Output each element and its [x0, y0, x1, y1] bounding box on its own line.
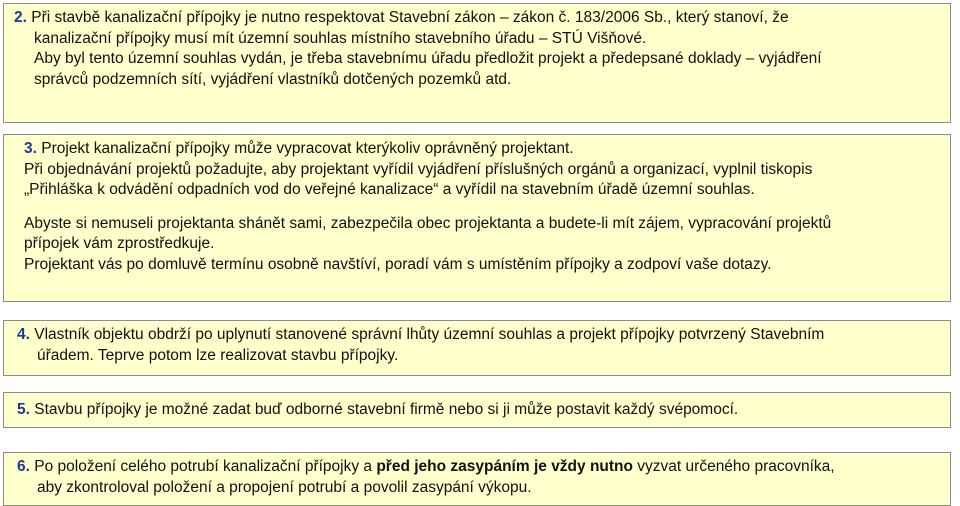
section-3-line-5: přípojek vám zprostředkuje. [24, 235, 215, 252]
section-2-line-4: správců podzemních sítí, vyjádření vlastníků dotčených pozemků atd. [34, 70, 512, 88]
section-3-box [3, 134, 951, 302]
section-6-number: 6. [17, 458, 30, 475]
section-6-box [3, 452, 951, 506]
section-6-line-2: aby zkontroloval položení a propojení potrubí a povolil zasypání výkopu. [37, 478, 532, 496]
section-4-number: 4. [17, 326, 30, 343]
section-2-line-2: kanalizační přípojky musí mít územní souhlas místního stavebního úřadu – STÚ Višňové. [34, 29, 647, 47]
section-3-line-3: „Přihláška k odvádění odpadních vod do veřejné kanalizace“ a vyřídil na stavebním úřadě územní souhlas. [24, 181, 755, 198]
section-5-box [3, 392, 951, 428]
section-2-box [3, 3, 951, 123]
section-5-number: 5. [17, 401, 30, 418]
section-6-emphasis: před jeho zasypáním je vždy nutno [376, 458, 633, 475]
section-3-line-4: Abyste si nemuseli projektanta shánět sami, zabezpečila obec projektanta a budete-li mít zájem, vypracování projektů [24, 214, 832, 232]
section-2-line-3: Aby byl tento územní souhlas vydán, je třeba stavebnímu úřadu předložit projekt a předepsané doklady – vyjádření [34, 50, 822, 67]
section-5-line-1: 5. Stavbu přípojky je možné zadat buď odborné stavební firmě nebo si ji může postavit každý svépomocí. [17, 401, 739, 418]
section-3-line-1: 3. Projekt kanalizační přípojky může vypracovat kterýkoliv oprávněný projektant. [24, 140, 574, 157]
section-3-line-6: Projektant vás po domluvě termínu osobně navštíví, poradí vám s umístěním přípojky a zodpoví vaše dotazy. [24, 255, 772, 273]
section-3-line-2: Při objednávání projektů požadujte, aby projektant vyřídil vyjádření příslušných orgánů a organizací, vyplnil tiskopis [24, 160, 813, 178]
section-4-line-2: úřadem. Teprve potom lze realizovat stavbu přípojky. [37, 346, 399, 364]
section-4-line-1: 4. Vlastník objektu obdrží po uplynutí stanovené správní lhůty územní souhlas a projekt přípojky potvrzený Stavebním [17, 326, 825, 343]
section-4-box [3, 320, 951, 376]
section-6-line-1: 6. Po položení celého potrubí kanalizační přípojky a před jeho zasypáním je vždy nutno vyzvat určeného pracovníka, [17, 458, 835, 475]
section-3-number: 3. [24, 140, 37, 157]
section-2-line-1: 2. Při stavbě kanalizační přípojky je nutno respektovat Stavební zákon – zákon č. 183/2006 Sb., který stanoví, že [14, 9, 789, 26]
section-2-number: 2. [14, 9, 27, 26]
